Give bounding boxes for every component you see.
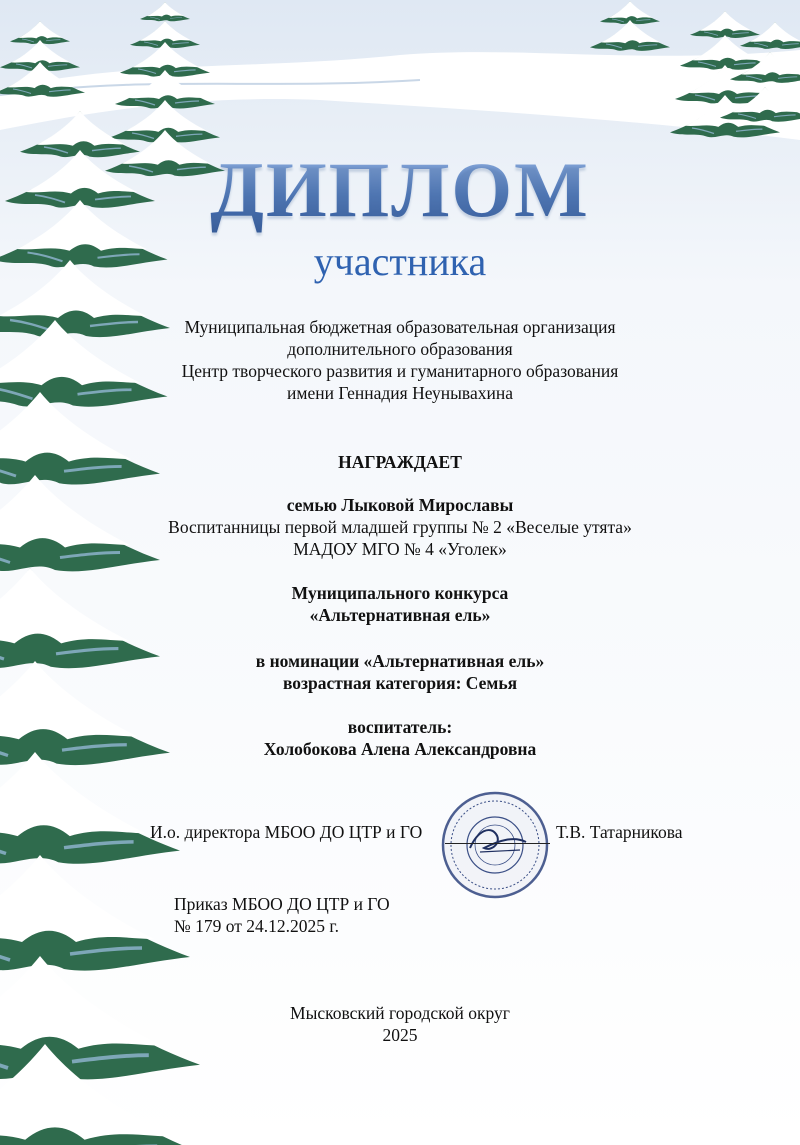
diploma-subtitle: участника: [313, 239, 487, 284]
recipient-block: [100, 494, 700, 560]
diploma-title: ДИПЛОМ: [200, 145, 600, 235]
order-block: [174, 893, 390, 937]
age-category: возрастная категория: Семья: [282, 673, 518, 693]
recipient-organization: МАДОУ МГО № 4 «Уголек»: [293, 539, 507, 559]
contest-block: [100, 582, 700, 626]
footer-block: [100, 1002, 700, 1046]
contest-line-1: Муниципального конкурса: [291, 583, 509, 603]
contest-line-2: «Альтернативная ель»: [309, 605, 491, 625]
organization-block: [100, 316, 700, 404]
teacher-label: воспитатель:: [347, 717, 453, 737]
order-line-1: Приказ МБОО ДО ЦТР и ГО: [174, 894, 390, 914]
nomination-block: [100, 650, 700, 694]
org-line-1: Муниципальная бюджетная образовательная организация: [184, 317, 616, 337]
signature-row: [150, 822, 710, 843]
footer-place: Мысковский городской округ: [290, 1003, 510, 1023]
award-verb: НАГРАЖДАЕТ: [338, 452, 462, 472]
recipient-description: Воспитанницы первой младшей группы № 2 «Веселые утята»: [168, 517, 632, 537]
teacher-name: Холобокова Алена Александровна: [263, 739, 537, 759]
org-line-4: имени Геннадия Неунывахина: [287, 383, 513, 403]
recipient-name: семью Лыковой Мирославы: [286, 495, 514, 515]
order-line-2: № 179 от 24.12.2025 г.: [174, 916, 339, 936]
official-seal-stamp: [440, 790, 550, 900]
signature-position: И.о. директора МБОО ДО ЦТР и ГО: [150, 822, 423, 842]
nomination: в номинации «Альтернативная ель»: [255, 651, 545, 671]
footer-year: 2025: [382, 1025, 418, 1045]
org-line-3: Центр творческого развития и гуманитарного образования: [181, 361, 619, 381]
signature-line: [445, 843, 550, 844]
teacher-block: [100, 716, 700, 760]
signature-name: Т.В. Татарникова: [556, 822, 683, 842]
org-line-2: дополнительного образования: [287, 339, 513, 359]
